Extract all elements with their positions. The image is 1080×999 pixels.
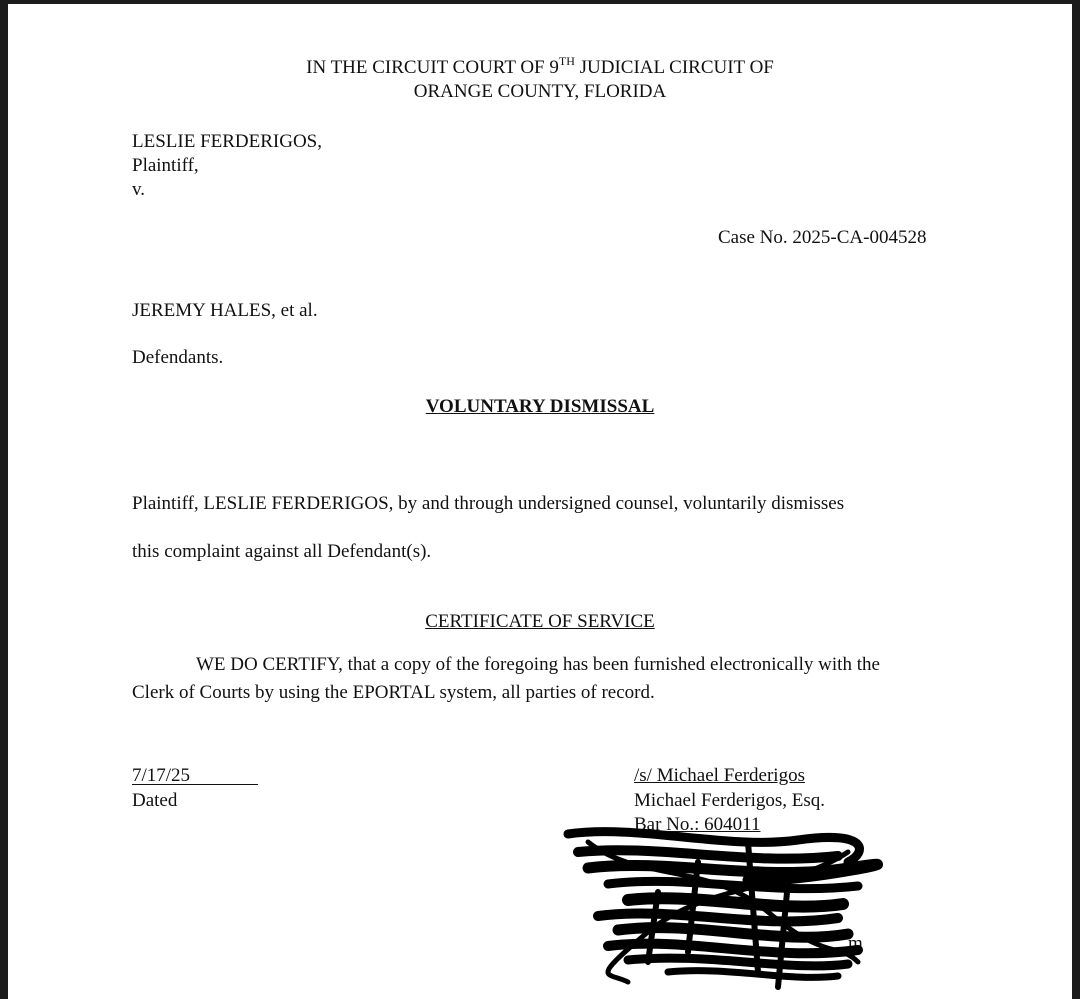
attorney-name: Michael Ferderigos, Esq.	[634, 790, 826, 811]
redaction-scribble	[548, 822, 888, 992]
plaintiff-name: LESLIE FERDERIGOS,	[132, 131, 322, 152]
case-number: Case No. 2025-CA-004528	[718, 227, 927, 248]
redacted-trailing-fragment: m	[848, 933, 863, 954]
signature-date: 7/17/25	[132, 765, 191, 786]
certificate-line-1: WE DO CERTIFY, that a copy of the foregoing has been furnished electronically with the	[196, 654, 880, 675]
dated-label: Dated	[132, 790, 178, 811]
versus: v.	[132, 179, 146, 200]
body-line-1: Plaintiff, LESLIE FERDERIGOS, by and through undersigned counsel, voluntarily dismisses	[132, 493, 845, 514]
document-title: VOLUNTARY DISMISSAL	[425, 396, 655, 417]
court-caption-text-tail: JUDICIAL CIRCUIT OF	[574, 57, 774, 78]
court-caption-line-2: ORANGE COUNTY, FLORIDA	[413, 81, 667, 102]
electronic-signature: /s/ Michael Ferderigos	[634, 765, 805, 786]
plaintiff-role: Plaintiff,	[132, 155, 199, 176]
defendant-role: Defendants.	[132, 347, 224, 368]
certificate-line-2: Clerk of Courts by using the EPORTAL system, all parties of record.	[132, 682, 655, 703]
certificate-heading: CERTIFICATE OF SERVICE	[425, 611, 655, 632]
ordinal-superscript: TH	[558, 54, 575, 68]
document-page	[8, 4, 1072, 999]
defendant-name: JEREMY HALES, et al.	[132, 300, 318, 321]
bar-number: Bar No.: 604011	[634, 814, 761, 835]
body-line-2: this complaint against all Defendant(s).	[132, 541, 432, 562]
court-caption-line-1	[8, 56, 1072, 79]
date-underline	[132, 784, 258, 785]
court-caption-text: IN THE CIRCUIT COURT OF 9	[306, 57, 559, 78]
